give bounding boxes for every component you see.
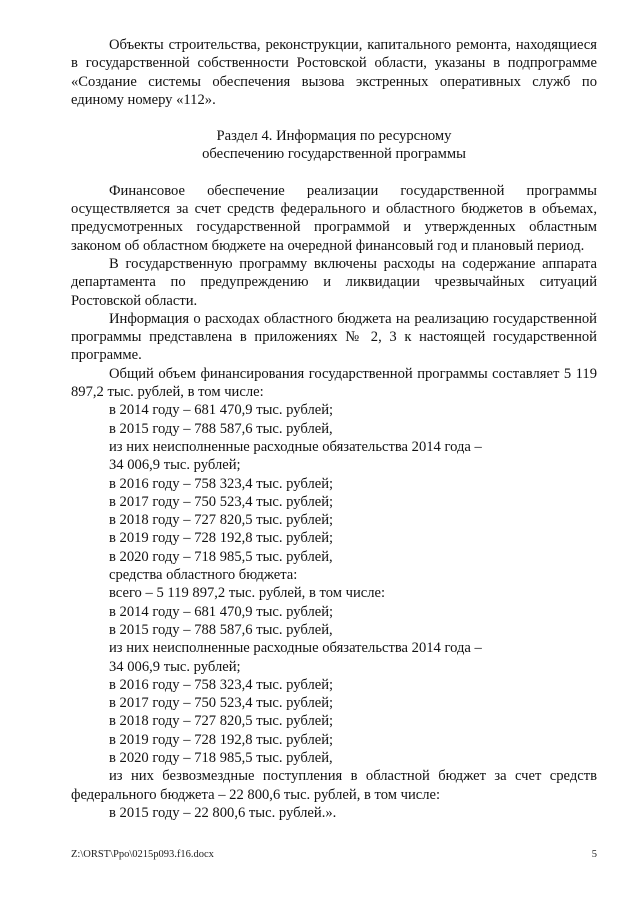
list-item: в 2015 году – 788 587,6 тыс. рублей, [109,621,333,638]
financing-paragraph: Финансовое обеспечение реализации государственной программы осуществляется за счет средств федерального и областного бюджетов в объемах, предусмотренных государственной программой и утвержденных областным законом об областном бюджете на очередной финансовый год и плановый период. [71,182,597,254]
section-title-line-1: Раздел 4. Информация по ресурсному [216,128,452,145]
list-item: из них неисполненные расходные обязательства 2014 года – [109,438,482,455]
list-item: в 2020 году – 718 985,5 тыс. рублей, [109,749,333,766]
intro-paragraph: Объекты строительства, реконструкции, капитального ремонта, находящиеся в государственной собственности Ростовской области, указаны в подпрограмме «Создание системы обеспечения вызова экстренных оперативных служб по единому номеру «112». [71,37,597,108]
list-item: из них неисполненные расходные обязательства 2014 года – [109,640,482,657]
list-item: в 2015 году – 788 587,6 тыс. рублей, [109,420,333,437]
appendix-paragraph: Информация о расходах областного бюджета на реализацию государственной программы представлена в приложениях № 2, 3 к настоящей государственной программе. [71,310,597,364]
list-item: в 2016 году – 758 323,4 тыс. рублей; [109,676,334,693]
page-number: 5 [591,849,597,860]
total-volume-paragraph: Общий объем финансирования государственной программы составляет 5 119 897,2 тыс. рублей, в том числе: [71,365,597,401]
file-path: Z:\ORST\Ppo\0215p093.f16.docx [71,849,214,860]
list-item: в 2014 году – 681 470,9 тыс. рублей; [109,402,334,419]
list-item: в 2018 году – 727 820,5 тыс. рублей; [109,512,334,529]
list-item-continuation: 34 006,9 тыс. рублей; [109,457,241,474]
list-item: в 2020 году – 718 985,5 тыс. рублей, [109,548,333,565]
list-item: в 2017 году – 750 523,4 тыс. рублей; [109,695,334,712]
list-item: всего – 5 119 897,2 тыс. рублей, в том числе: [109,585,386,602]
federal-funds-paragraph: из них безвозмездные поступления в областной бюджет за счет средств федерального бюджета – 22 800,6 тыс. рублей, в том числе: [71,768,597,803]
spacer [71,164,597,182]
spacer [71,109,597,127]
section-title-line-2: обеспечению государственной программы [202,146,466,163]
list-item: в 2019 году – 728 192,8 тыс. рублей; [109,530,334,547]
page-footer [71,846,597,864]
list-item: в 2017 году – 750 523,4 тыс. рублей; [109,493,334,510]
list-item: в 2018 году – 727 820,5 тыс. рублей; [109,713,334,730]
list-item: в 2014 году – 681 470,9 тыс. рублей; [109,603,334,620]
list-item: в 2019 году – 728 192,8 тыс. рублей; [109,731,334,748]
list-item-continuation: 34 006,9 тыс. рублей; [109,658,241,675]
list-item: средства областного бюджета: [109,567,298,584]
apparatus-paragraph: В государственную программу включены расходы на содержание аппарата департамента по предупреждению и ликвидации чрезвычайных ситуаций Ростовской области. [71,255,597,309]
list-item: в 2016 году – 758 323,4 тыс. рублей; [109,475,334,492]
list-item: в 2015 году – 22 800,6 тыс. рублей.». [109,804,337,821]
